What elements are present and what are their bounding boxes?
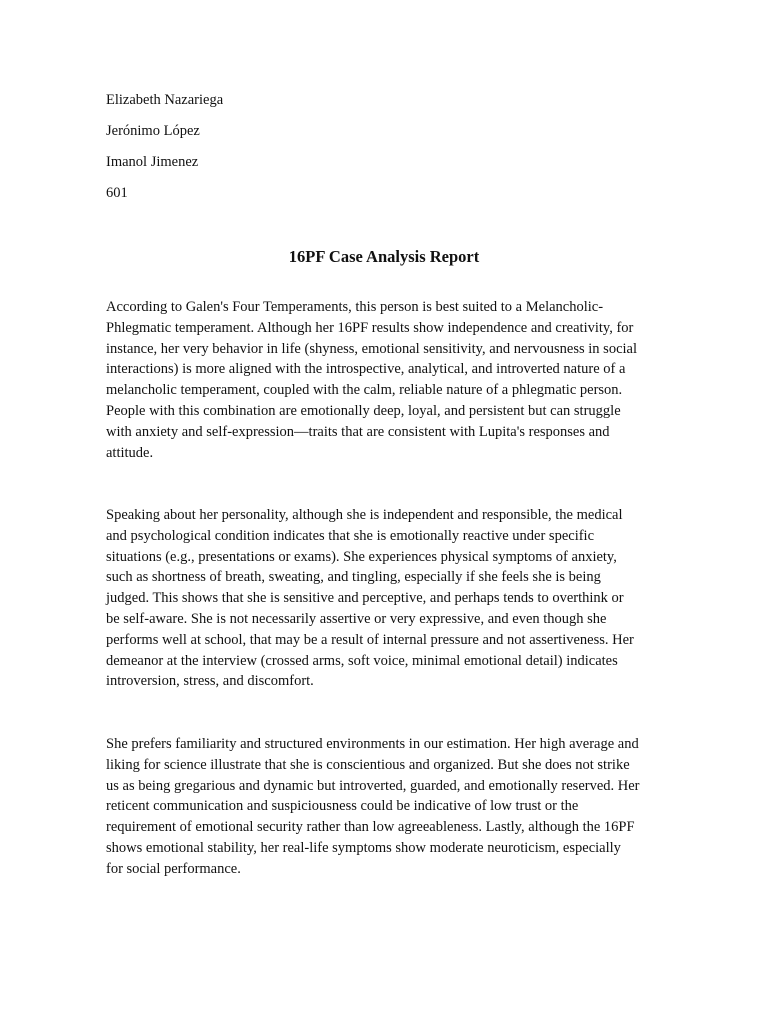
- text-line: requirement of emotional security rather than low agreeableness. Lastly, although the 16PF: [106, 819, 635, 836]
- text-line: and psychological condition indicates that she is emotionally reactive under specific: [106, 527, 595, 544]
- body-paragraph: [106, 734, 662, 880]
- text-line: with anxiety and self-expression—traits that are consistent with Lupita's responses and: [106, 423, 610, 440]
- text-line: be self-aware. She is not necessarily assertive or very expressive, and even though she: [106, 610, 607, 627]
- text-line: Phlegmatic temperament. Although her 16PF results show independence and creativity, for: [106, 319, 634, 336]
- text-line: such as shortness of breath, sweating, and tingling, especially if she feels she is being: [106, 569, 601, 586]
- text-line: us as being gregarious and dynamic but introverted, guarded, and emotionally reserved. Her: [106, 777, 640, 794]
- text-line: liking for science illustrate that she is conscientious and organized. But she does not strike: [106, 756, 630, 773]
- author-block: [106, 90, 666, 214]
- text-line: introversion, stress, and discomfort.: [106, 673, 314, 690]
- text-line: Speaking about her personality, although she is independent and responsible, the medical: [106, 507, 623, 523]
- author-name: Jerónimo López: [106, 123, 200, 139]
- author-name: Elizabeth Nazariega: [106, 92, 224, 108]
- text-line: demeanor at the interview (crossed arms, soft voice, minimal emotional detail) indicates: [106, 652, 618, 669]
- body-paragraph: [106, 297, 662, 463]
- text-line: According to Galen's Four Temperaments, this person is best suited to a Melancholic-: [106, 299, 604, 315]
- author-name: Imanol Jimenez: [106, 154, 199, 170]
- text-line: shows emotional stability, her real-life symptoms show moderate neuroticism, especially: [106, 839, 621, 856]
- text-line: interactions) is more aligned with the introspective, analytical, and introverted nature of a: [106, 361, 626, 378]
- group-number: 601: [106, 185, 128, 201]
- text-line: She prefers familiarity and structured environments in our estimation. Her high average and: [106, 736, 639, 752]
- text-line: melancholic temperament, coupled with the calm, reliable nature of a phlegmatic person.: [106, 382, 623, 399]
- text-line: situations (e.g., presentations or exams). She experiences physical symptoms of anxiety,: [106, 548, 617, 565]
- text-line: reticent communication and suspiciousness could be indicative of low trust or the: [106, 798, 579, 815]
- body-paragraph: [106, 505, 662, 692]
- text-line: for social performance.: [106, 860, 241, 877]
- text-line: People with this combination are emotionally deep, loyal, and persistent but can struggle: [106, 402, 621, 419]
- text-line: judged. This shows that she is sensitive and perceptive, and perhaps tends to overthink or: [106, 590, 624, 607]
- text-line: attitude.: [106, 444, 154, 461]
- document-title: 16PF Case Analysis Report: [288, 247, 480, 266]
- text-line: instance, her very behavior in life (shyness, emotional sensitivity, and nervousness in social: [106, 340, 638, 357]
- text-line: performs well at school, that may be a result of internal pressure and not assertiveness. Her: [106, 631, 634, 648]
